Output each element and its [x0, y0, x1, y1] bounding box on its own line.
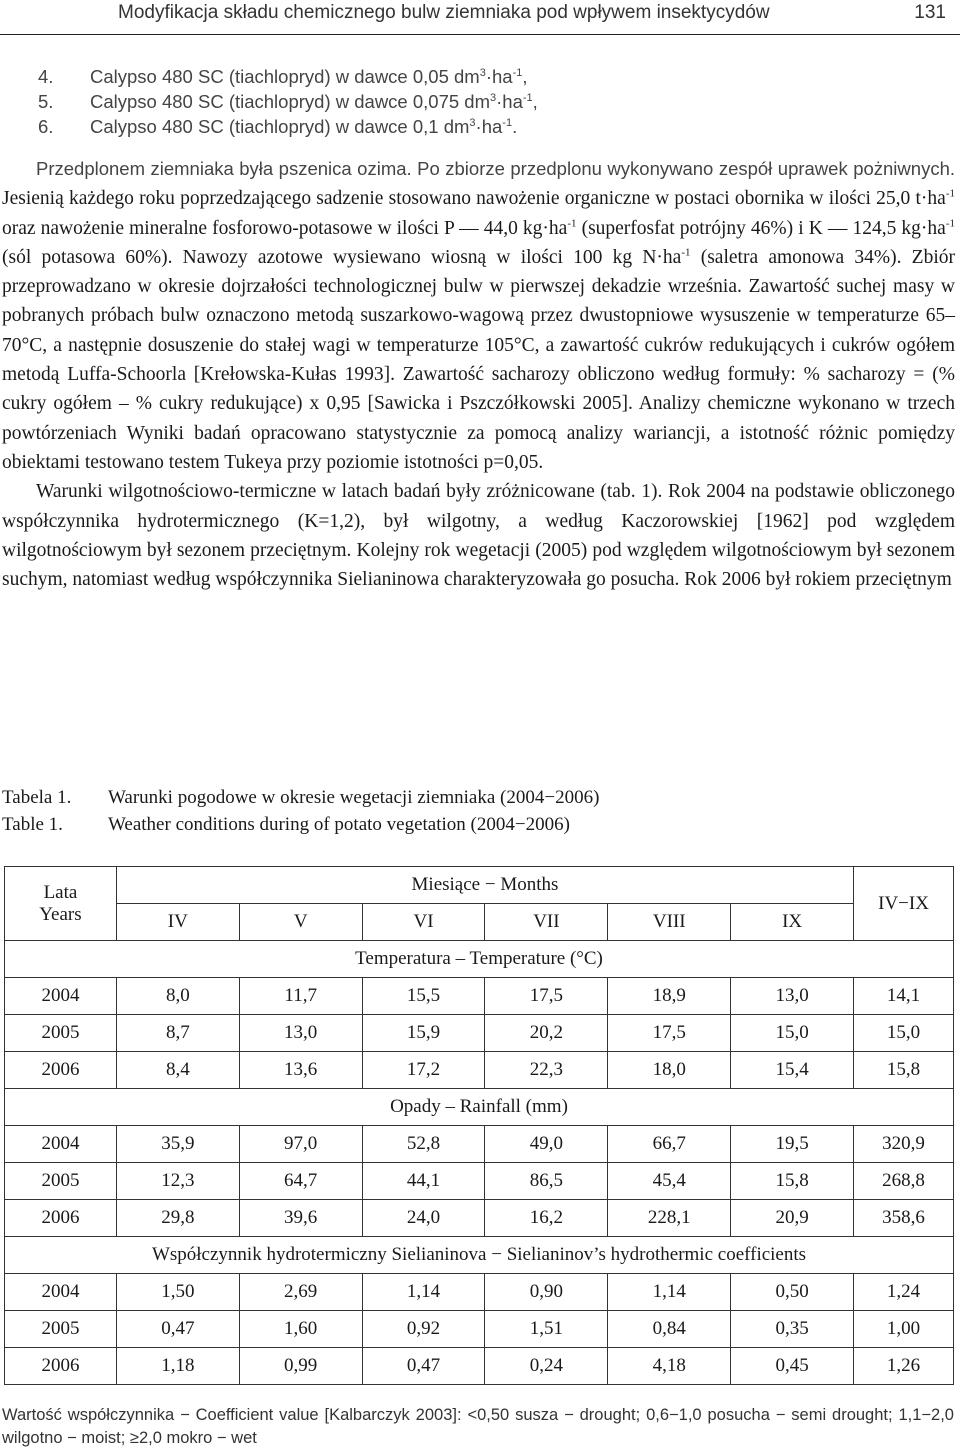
value-cell: 4,18: [608, 1348, 731, 1385]
value-cell: 22,3: [485, 1052, 608, 1089]
caption-pl: Tabela 1. Warunki pogodowe w okresie wegetacji ziemniaka (2004−2006): [2, 787, 600, 808]
value-cell: 268,8: [854, 1163, 954, 1200]
running-header: [0, 0, 960, 35]
year-cell: 2006: [5, 1052, 117, 1089]
value-cell: 2,69: [239, 1274, 362, 1311]
section-header: Temperatura – Temperature (°C): [5, 941, 954, 978]
year-cell: 2004: [5, 1274, 117, 1311]
value-cell: 13,0: [239, 1015, 362, 1052]
value-cell: 1,14: [608, 1274, 731, 1311]
table-row: [5, 1348, 954, 1385]
value-cell: 17,2: [362, 1052, 485, 1089]
value-cell: 0,47: [116, 1311, 239, 1348]
value-cell: 0,47: [362, 1348, 485, 1385]
table-row: [5, 1311, 954, 1348]
value-cell: 0,92: [362, 1311, 485, 1348]
value-cell: 0,84: [608, 1311, 731, 1348]
value-cell: 0,50: [731, 1274, 854, 1311]
value-cell: 1,18: [116, 1348, 239, 1385]
value-cell: 35,9: [116, 1126, 239, 1163]
caption-en: Table 1. Weather conditions during of potato vegetation (2004−2006): [2, 814, 570, 835]
value-cell: 20,2: [485, 1015, 608, 1052]
value-cell: 1,24: [854, 1274, 954, 1311]
year-cell: 2004: [5, 1126, 117, 1163]
value-cell: 8,7: [116, 1015, 239, 1052]
table-row: [5, 978, 954, 1015]
months-header: Miesiące − Months: [116, 867, 853, 904]
value-cell: 15,4: [731, 1052, 854, 1089]
value-cell: 64,7: [239, 1163, 362, 1200]
value-cell: 24,0: [362, 1200, 485, 1237]
value-cell: 8,4: [116, 1052, 239, 1089]
value-cell: 13,0: [731, 978, 854, 1015]
total-header: IV−IX: [854, 867, 954, 941]
value-cell: 228,1: [608, 1200, 731, 1237]
value-cell: 19,5: [731, 1126, 854, 1163]
value-cell: 15,5: [362, 978, 485, 1015]
value-cell: 13,6: [239, 1052, 362, 1089]
month-header: IX: [731, 904, 854, 941]
table-body: [5, 941, 954, 1385]
value-cell: 8,0: [116, 978, 239, 1015]
value-cell: 15,8: [731, 1163, 854, 1200]
value-cell: 14,1: [854, 978, 954, 1015]
value-cell: 0,35: [731, 1311, 854, 1348]
value-cell: 1,00: [854, 1311, 954, 1348]
value-cell: 16,2: [485, 1200, 608, 1237]
paragraph-weather: Warunki wilgotnościowo-termiczne w latach badań były zróżnicowane (tab. 1). Rok 2004 na podstawie obliczonego współczynnika hydrotermicznego (K=1,2), był wilgotny, a według Kaczorowskiej [1962] pod względem wilgotnościowym był sezonem przeciętnym. Kolejny rok wegetacji (2005) pod względem wilgotnościowym był sezonem suchym, natomiast według współczynnika Sielianinowa charakteryzowała go posucha. Rok 2006 był rokiem przeciętnym: [2, 481, 955, 591]
value-cell: 15,0: [731, 1015, 854, 1052]
value-cell: 320,9: [854, 1126, 954, 1163]
list-item: 5. Calypso 480 SC (tiachlopryd) w dawce 0,075 $dm^3\cdot ha^{-1}$,: [38, 91, 538, 112]
value-cell: 358,6: [854, 1200, 954, 1237]
list-item: 4. Calypso 480 SC (tiachlopryd) w dawce 0,05 $dm^3\cdot ha^{-1}$,: [38, 66, 528, 87]
value-cell: 0,99: [239, 1348, 362, 1385]
month-header: VIII: [608, 904, 731, 941]
table-row: [5, 1126, 954, 1163]
value-cell: 15,0: [854, 1015, 954, 1052]
value-cell: 17,5: [608, 1015, 731, 1052]
value-cell: 44,1: [362, 1163, 485, 1200]
year-cell: 2005: [5, 1015, 117, 1052]
value-cell: 0,45: [731, 1348, 854, 1385]
value-cell: 86,5: [485, 1163, 608, 1200]
value-cell: 1,51: [485, 1311, 608, 1348]
value-cell: 52,8: [362, 1126, 485, 1163]
paragraph-methods: Przedplonem ziemniaka była pszenica ozima. Po zbiorze przedplonu wykonywano zespół uprawek pożniwnych. Jesienią każdego roku poprzedzającego sadzenie stosowano nawożenie organiczne w postaci obornika w ilości 25,0 $t\cdot ha^{-1}$ oraz nawożenie mineralne fosforowo-potasowe w ilości P — 44,0 $kg\cdot ha^{-1}$ (superfosfat potrójny 46%) i K — 124,5 $kg\cdot ha^{-1}$ (sól potasowa 60%). Nawozy azotowe wysiewano wiosną w ilości 100 kg $N\cdot ha^{-1}$ (saletra amonowa 34%). Zbiór przeprowadzano w okresie dojrzałości technologicznej bulw w pierwszej dekadzie września. Zawartość suchej masy w pobranych próbach bulw oznaczono metodą suszarkowo-wagową przez dwustopniowe wysuszenie w temperaturze 65–70°C, a następnie dosuszenie do stałej wagi w temperaturze 105°C, a zawartość cukrów redukujących i cukrów ogółem metodą Luffa-Schoorla [Krełowska-Kułas 1993]. Zawartość sacharozy obliczono według formuły: % sacharozy = (% cukry ogółem – % cukry redukujące) x 0,95 [Sawicka i Pszczółkowski 2005]. Analizy chemiczne wykonano w trzech powtórzeniach Wyniki badań opracowano statystycznie za pomocą analizy wariancji, a istotność różnic pomiędzy obiektami testowano testem Tukeya przy poziomie istotności p=0,05.: [2, 158, 955, 473]
treatment-list: [38, 64, 938, 139]
table-row: [5, 1200, 954, 1237]
running-title: Modyfikacja składu chemicznego bulw ziemniaka pod wpływem insektycydów: [118, 2, 770, 23]
value-cell: 20,9: [731, 1200, 854, 1237]
table-row: [5, 1015, 954, 1052]
page-number: 131: [914, 2, 946, 23]
year-cell: 2005: [5, 1311, 117, 1348]
year-cell: 2006: [5, 1348, 117, 1385]
table-footnote: Wartość współczynnika − Coefficient value [Kalbarczyk 2003]: <0,50 susza − drought; 0,6−1,0 posucha − semi drought; 1,1−2,0 wilgotno − moist; ≥2,0 mokro − wet: [2, 1406, 954, 1447]
value-cell: 0,24: [485, 1348, 608, 1385]
month-header: IV: [116, 904, 239, 941]
value-cell: 1,60: [239, 1311, 362, 1348]
month-header: VII: [485, 904, 608, 941]
section-header: Opady – Rainfall (mm): [5, 1089, 954, 1126]
value-cell: 66,7: [608, 1126, 731, 1163]
value-cell: 0,90: [485, 1274, 608, 1311]
value-cell: 1,50: [116, 1274, 239, 1311]
table-row: [5, 1274, 954, 1311]
weather-table: [4, 866, 954, 1385]
value-cell: 45,4: [608, 1163, 731, 1200]
value-cell: 15,9: [362, 1015, 485, 1052]
year-cell: 2006: [5, 1200, 117, 1237]
value-cell: 97,0: [239, 1126, 362, 1163]
value-cell: 29,8: [116, 1200, 239, 1237]
value-cell: 15,8: [854, 1052, 954, 1089]
value-cell: 39,6: [239, 1200, 362, 1237]
value-cell: 49,0: [485, 1126, 608, 1163]
value-cell: 1,26: [854, 1348, 954, 1385]
value-cell: 1,14: [362, 1274, 485, 1311]
year-cell: 2005: [5, 1163, 117, 1200]
years-header: Lata Years: [5, 867, 117, 941]
value-cell: 11,7: [239, 978, 362, 1015]
value-cell: 18,9: [608, 978, 731, 1015]
table-row: [5, 1052, 954, 1089]
year-cell: 2004: [5, 978, 117, 1015]
month-header: V: [239, 904, 362, 941]
body-text: [2, 154, 955, 594]
month-header: VI: [362, 904, 485, 941]
value-cell: 18,0: [608, 1052, 731, 1089]
list-item: 6. Calypso 480 SC (tiachlopryd) w dawce 0,1 $dm^3\cdot ha^{-1}$.: [38, 116, 518, 137]
table-captions: [2, 784, 952, 838]
value-cell: 12,3: [116, 1163, 239, 1200]
section-header: Współczynnik hydrotermiczny Sielianinova − Sielianinov’s hydrothermic coefficients: [5, 1237, 954, 1274]
value-cell: 17,5: [485, 978, 608, 1015]
table-row: [5, 1163, 954, 1200]
